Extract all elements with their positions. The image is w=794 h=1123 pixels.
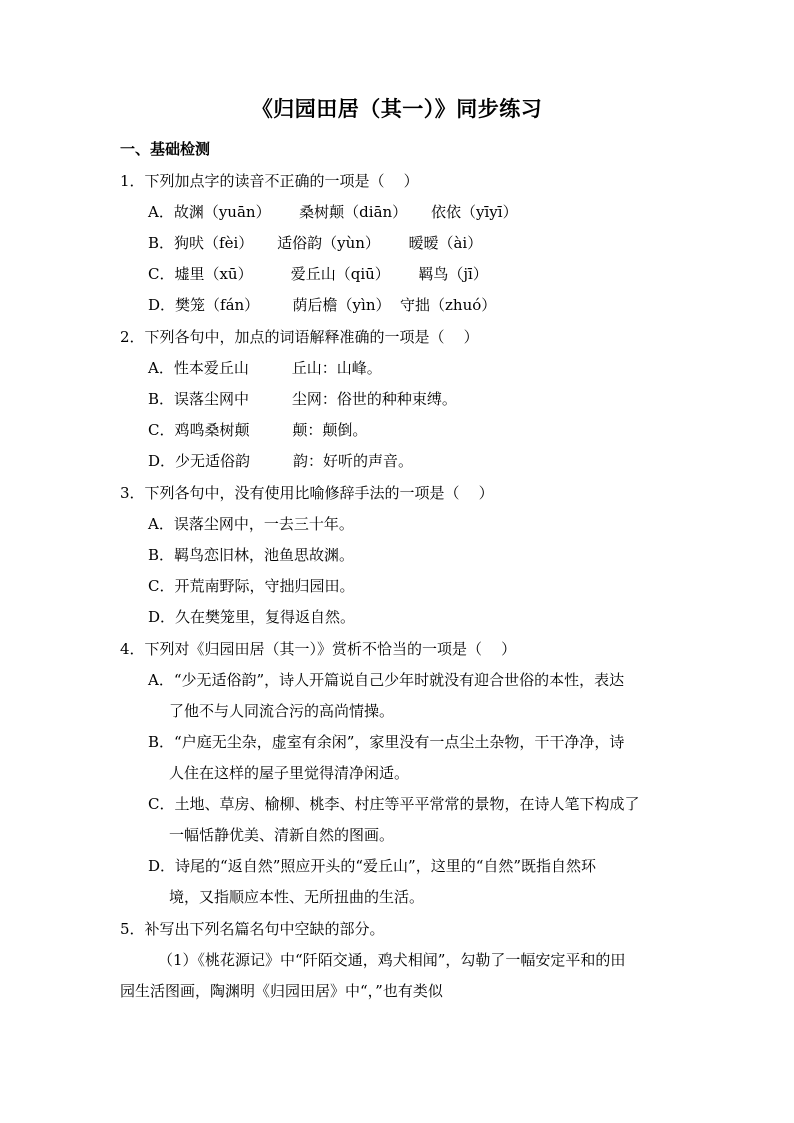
question-4-option-a-line-2: 了他不与人同流合污的高尚情操。 xyxy=(169,702,395,720)
question-1-option-a: A．故渊（yuān） 桑树颠（diān） 依依（yīyī） xyxy=(148,203,518,221)
question-1-stem: 1．下列加点字的读音不正确的一项是（ ） xyxy=(120,172,419,190)
question-3-stem: 3．下列各句中，没有使用比喻修辞手法的一项是（ ） xyxy=(120,484,494,502)
question-1-option-c: C．墟里（xū） 爱丘山（qiū） 羁鸟（jī） xyxy=(148,265,488,283)
question-4-option-a-line-1: A．“少无适俗韵”，诗人开篇说自己少年时就没有迎合世俗的本性，表达 xyxy=(148,671,625,689)
question-4-option-c-line-1: C．土地、草房、榆柳、桃李、村庄等平平常常的景物，在诗人笔下构成了 xyxy=(148,795,640,813)
question-4-stem: 4．下列对《归园田居（其一）》赏析不恰当的一项是（ ） xyxy=(120,640,517,658)
question-1-option-b: B．狗吠（fèi） 适俗韵（yùn） 暧暧（ài） xyxy=(148,234,483,252)
question-3-option-c: C．开荒南野际，守拙归园田。 xyxy=(148,577,355,595)
question-5-part-1-line-2: 园生活图画，陶渊明《归园田居》中“，”也有类似 xyxy=(120,982,443,1000)
question-1-option-d: D．樊笼（fán） 荫后檐（yìn） 守拙（zhuó） xyxy=(148,296,497,314)
question-5-part-1-line-1: （1）《桃花源记》中“阡陌交通，鸡犬相闻”，勾勒了一幅安定平和的田 xyxy=(158,951,626,969)
question-3-option-a: A．误落尘网中，一去三十年。 xyxy=(148,515,354,533)
section-heading-basic-test: 一、基础检测 xyxy=(120,140,211,158)
question-4-option-c-line-2: 一幅恬静优美、清新自然的图画。 xyxy=(169,826,395,844)
question-2-option-a: A．性本爱丘山 丘山：山峰。 xyxy=(148,359,382,377)
question-2-option-d: D．少无适俗韵 韵：好听的声音。 xyxy=(148,452,413,470)
question-2-stem: 2．下列各句中，加点的词语解释准确的一项是（ ） xyxy=(120,328,479,346)
question-4-option-d-line-2: 境，又指顺应本性、无所扭曲的生活。 xyxy=(169,888,425,906)
question-2-option-b: B．误落尘网中 尘网：俗世的种种束缚。 xyxy=(148,390,457,408)
question-4-option-b-line-1: B．“户庭无尘杂，虚室有余闲”，家里没有一点尘土杂物，干干净净，诗 xyxy=(148,733,625,751)
question-4-option-b-line-2: 人住在这样的屋子里觉得清净闲适。 xyxy=(169,764,410,782)
question-2-option-c: C．鸡鸣桑树颠 颠：颠倒。 xyxy=(148,421,368,439)
question-4-option-d-line-1: D．诗尾的“返自然”照应开头的“爱丘山”，这里的“自然”既指自然环 xyxy=(148,857,597,875)
question-3-option-b: B．羁鸟恋旧林，池鱼思故渊。 xyxy=(148,546,355,564)
question-5-stem: 5．补写出下列名篇名句中空缺的部分。 xyxy=(120,920,385,938)
question-3-option-d: D．久在樊笼里，复得返自然。 xyxy=(148,608,356,626)
document-title: 《归园田居（其一）》同步练习 xyxy=(251,96,543,121)
